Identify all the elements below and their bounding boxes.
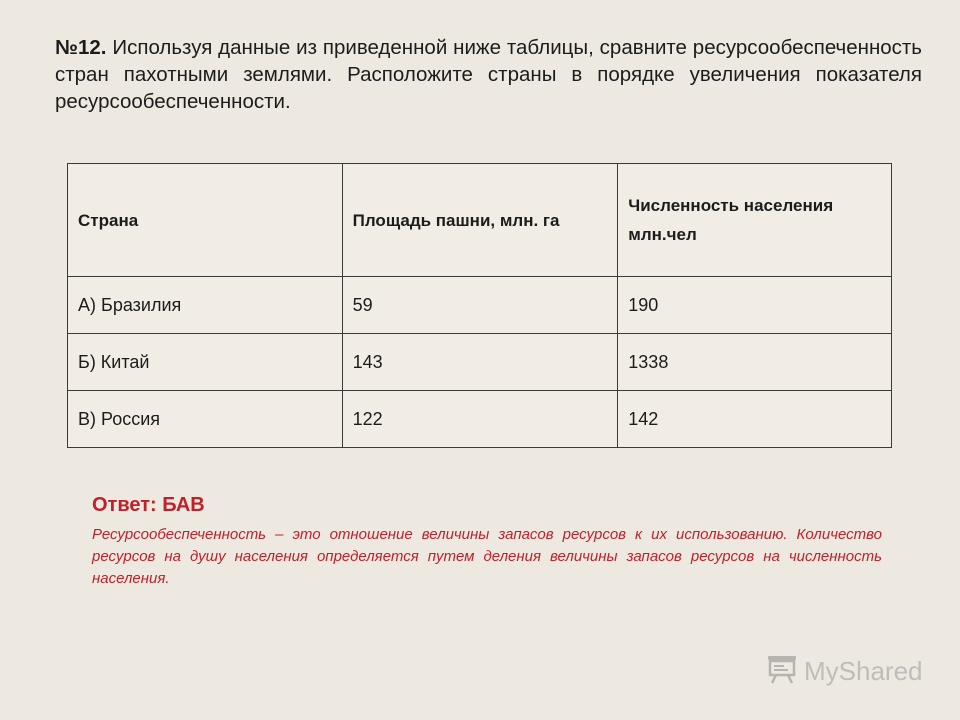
answer-label: Ответ: БАВ xyxy=(92,494,205,516)
table-row xyxy=(68,334,892,391)
table-cell: 122 xyxy=(342,391,618,448)
header-arable-area: Площадь пашни, млн. га xyxy=(342,164,618,277)
table-cell: 143 xyxy=(342,334,618,391)
table-row xyxy=(68,277,892,334)
answer-explanation: Ресурсообеспеченность – это отношение величины запасов ресурсов к их использованию. Количество ресурсов на душу населения определяется путем деления величины запасов ресурсов на численность населения. xyxy=(92,526,882,587)
question-number: №12. xyxy=(55,36,107,59)
header-population: Численность населения млн.чел xyxy=(618,164,892,277)
table-header-row xyxy=(68,164,892,277)
table-cell: В) Россия xyxy=(68,391,343,448)
watermark-text: MyShared xyxy=(804,656,923,686)
table-row xyxy=(68,391,892,448)
table-cell: А) Бразилия xyxy=(68,277,343,334)
question-body: Используя данные из приведенной ниже таблицы, сравните ресурсообеспеченность стран пахотными землями. Расположите страны в порядке увеличения показателя ресурсообеспеченности. xyxy=(55,36,922,113)
table-cell: 142 xyxy=(618,391,892,448)
question-text xyxy=(55,34,922,115)
data-table xyxy=(67,163,892,448)
header-country: Страна xyxy=(68,164,343,277)
watermark-logo xyxy=(766,654,923,689)
table-cell: 59 xyxy=(342,277,618,334)
table-cell: Б) Китай xyxy=(68,334,343,391)
presentation-board-icon xyxy=(766,654,798,689)
table-cell: 1338 xyxy=(618,334,892,391)
table-cell: 190 xyxy=(618,277,892,334)
